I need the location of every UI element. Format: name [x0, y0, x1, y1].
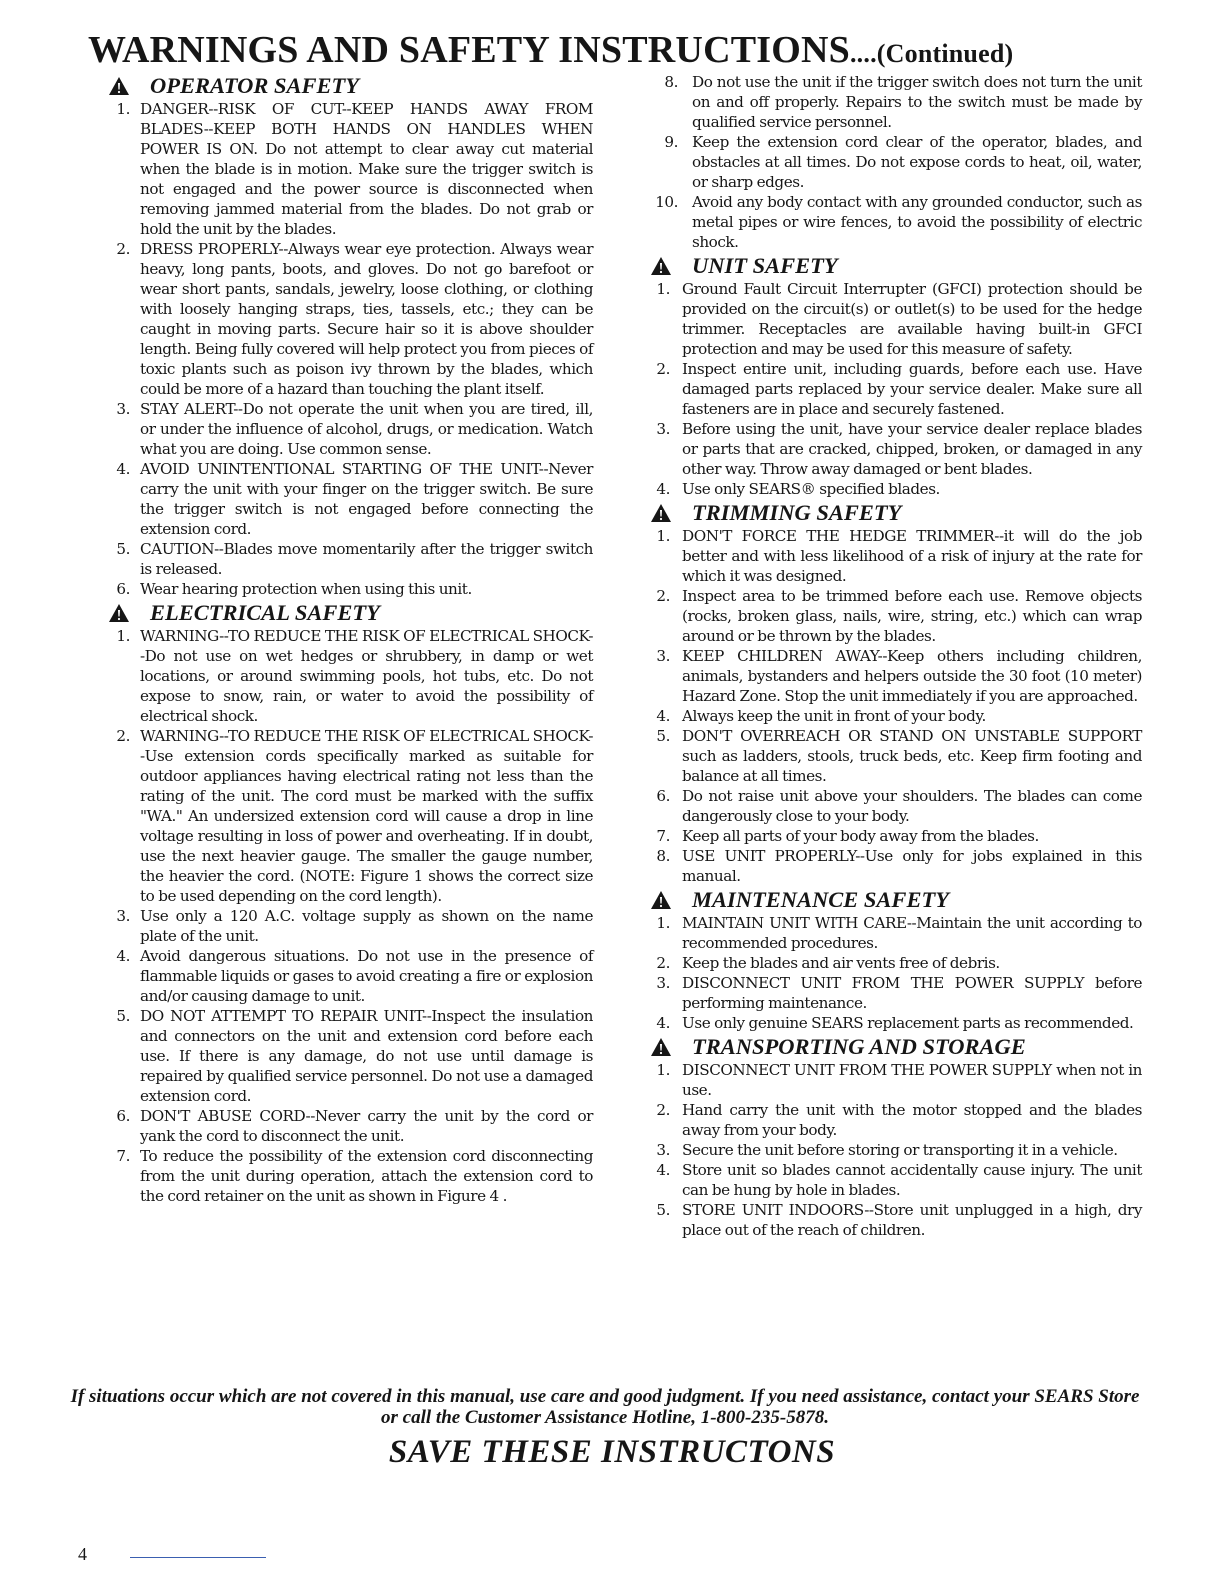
list-item: [650, 1140, 1142, 1160]
title-main: WARNINGS AND SAFETY INSTRUCTIONS: [88, 29, 850, 71]
list-item: [650, 846, 1142, 886]
safety-section: [650, 501, 1142, 886]
item-number: 2.: [656, 587, 670, 605]
list-item: [650, 1200, 1142, 1240]
item-text: Wear hearing protection when using this unit.: [140, 580, 472, 598]
list-item: [108, 1146, 593, 1206]
item-text: DON'T FORCE THE HEDGE TRIMMER--it will do the job better and with less likelihood of a risk of injury at the rate for which it was designed.: [682, 527, 1142, 585]
item-text: Keep all parts of your body away from the blades.: [682, 827, 1039, 845]
section-heading: [650, 254, 1142, 278]
section-heading-text: TRANSPORTING AND STORAGE: [692, 1034, 1026, 1059]
item-number: 3.: [656, 974, 670, 992]
list-item: [108, 99, 593, 239]
list-item: [650, 72, 1142, 132]
list-item: [108, 906, 593, 946]
list-item: [650, 1100, 1142, 1140]
item-text: Secure the unit before storing or transporting it in a vehicle.: [682, 1141, 1118, 1159]
item-number: 8.: [664, 73, 678, 91]
list-item: [108, 626, 593, 726]
item-text: Ground Fault Circuit Interrupter (GFCI) protection should be provided on the circuit(s) or outlet(s) to be used for the hedge trimmer. Receptacles are available having built-in GFCI protection and may be used for this measure of safety.: [682, 280, 1142, 358]
safety-section: [108, 74, 593, 599]
section-list: [650, 913, 1142, 1033]
section-heading-text: OPERATOR SAFETY: [150, 73, 360, 98]
list-item: [650, 279, 1142, 359]
item-text: Do not raise unit above your shoulders. The blades can come dangerously close to your body.: [682, 787, 1142, 825]
item-text: Inspect area to be trimmed before each use. Remove objects (rocks, broken glass, nails, wire, string, etc.) which can wrap around or be thrown by the blades.: [682, 587, 1142, 645]
item-number: 6.: [116, 1107, 130, 1125]
item-number: 5.: [656, 1201, 670, 1219]
section-heading: [650, 501, 1142, 525]
section-list: [108, 626, 593, 1206]
warning-triangle-icon: [650, 256, 672, 276]
list-item: [650, 646, 1142, 706]
item-text: MAINTAIN UNIT WITH CARE--Maintain the unit according to recommended procedures.: [682, 914, 1142, 952]
item-text: DANGER--RISK OF CUT--KEEP HANDS AWAY FROM BLADES--KEEP BOTH HANDS ON HANDLES WHEN POWER IS ON. Do not attempt to clear away cut material when the blade is in motion. Make sure the trigger switch is not engaged and the power source is disconnected when removing jammed material from the blades. Do not grab or hold the unit by the blades.: [140, 100, 593, 238]
item-text: DON'T OVERREACH OR STAND ON UNSTABLE SUPPORT such as ladders, stools, truck beds, etc. Keep firm footing and balance at all times.: [682, 727, 1142, 785]
list-item: [650, 419, 1142, 479]
warning-triangle-icon: [108, 603, 130, 623]
item-number: 3.: [656, 647, 670, 665]
item-number: 7.: [656, 827, 670, 845]
item-text: AVOID UNINTENTIONAL STARTING OF THE UNIT--Never carry the unit with your finger on the trigger switch. Be sure the trigger switch is not engaged before connecting the extension cord.: [140, 460, 593, 538]
item-number: 4.: [656, 480, 670, 498]
safety-section: [650, 254, 1142, 499]
warning-triangle-icon: [650, 890, 672, 910]
item-text: WARNING--TO REDUCE THE RISK OF ELECTRICAL SHOCK--Use extension cords specifically marked as suitable for outdoor appliances having electrical rating not less than the rating of the unit. The cord must be marked with the suffix "WA." An undersized extension cord will cause a drop in line voltage resulting in loss of power and overheating. If in doubt, use the next heavier gauge. The smaller the gauge number, the heavier the cord. (NOTE: Figure 1 shows the correct size to be used depending on the cord length).: [140, 727, 593, 905]
safety-section: [650, 1035, 1142, 1240]
item-text: DRESS PROPERLY--Always wear eye protection. Always wear heavy, long pants, boots, and gloves. Do not go barefoot or wear short pants, sandals, jewelry, loose clothing, or clothing with loosely hanging straps, ties, tassels, etc.; they can be caught in moving parts. Secure hair so it is above shoulder length. Being fully covered will help protect you from pieces of toxic plants such as poison ivy thrown by the blades, which could be more of a hazard than touching the plant itself.: [140, 240, 593, 398]
page-number: 4: [78, 1544, 87, 1564]
item-text: Use only genuine SEARS replacement parts as recommended.: [682, 1014, 1134, 1032]
item-text: Keep the blades and air vents free of debris.: [682, 954, 1000, 972]
list-item: [650, 1160, 1142, 1200]
list-item: [108, 1006, 593, 1106]
list-item: [650, 953, 1142, 973]
item-number: 4.: [116, 460, 130, 478]
list-item: [650, 706, 1142, 726]
section-list: [650, 1060, 1142, 1240]
save-instructions-heading: SAVE THESE INSTRUCTONS: [388, 1434, 836, 1470]
list-item: [650, 786, 1142, 826]
section-heading: [650, 888, 1142, 912]
item-number: 2.: [116, 240, 130, 258]
page-title: [88, 28, 1188, 76]
warning-triangle-icon: [650, 1037, 672, 1057]
left-column: [108, 72, 593, 1206]
item-text: DON'T ABUSE CORD--Never carry the unit by the cord or yank the cord to disconnect the unit.: [140, 1107, 593, 1145]
section-heading-text: ELECTRICAL SAFETY: [150, 600, 380, 625]
item-number: 3.: [116, 400, 130, 418]
item-number: 1.: [656, 914, 670, 932]
item-text: WARNING--TO REDUCE THE RISK OF ELECTRICAL SHOCK--Do not use on wet hedges or shrubbery, in damp or wet locations, or around swimming pools, hot tubs, etc. Do not expose to snow, rain, or water to avoid the possibility of electrical shock.: [140, 627, 593, 725]
right-column: [650, 72, 1142, 1240]
item-text: To reduce the possibility of the extension cord disconnecting from the unit during operation, attach the extension cord to the cord retainer on the unit as shown in Figure 4 .: [140, 1147, 593, 1205]
title-continued: ....(Continued): [849, 39, 1014, 68]
warning-triangle-icon: [108, 76, 130, 96]
item-number: 6.: [116, 580, 130, 598]
item-number: 10.: [655, 193, 678, 211]
item-number: 4.: [656, 1014, 670, 1032]
section-list: [650, 279, 1142, 499]
list-item: [650, 586, 1142, 646]
item-number: 4.: [656, 1161, 670, 1179]
list-item: [108, 579, 593, 599]
section-heading: [650, 1035, 1142, 1059]
item-number: 4.: [116, 947, 130, 965]
item-number: 7.: [116, 1147, 130, 1165]
list-item: [108, 1106, 593, 1146]
list-item: [650, 479, 1142, 499]
item-text: Use only a 120 A.C. voltage supply as shown on the name plate of the unit.: [140, 907, 593, 945]
item-number: 4.: [656, 707, 670, 725]
item-number: 5.: [116, 1007, 130, 1025]
section-heading-text: MAINTENANCE SAFETY: [692, 887, 949, 912]
list-item: [650, 526, 1142, 586]
item-text: Avoid dangerous situations. Do not use in the presence of flammable liquids or gases to avoid creating a fire or explosion and/or causing damage to unit.: [140, 947, 593, 1005]
list-item: [650, 826, 1142, 846]
list-item: [650, 973, 1142, 1013]
list-item: [108, 239, 593, 399]
item-number: 5.: [116, 540, 130, 558]
warning-triangle-icon: [650, 503, 672, 523]
list-item: [108, 399, 593, 459]
item-text: Always keep the unit in front of your body.: [682, 707, 986, 725]
safety-section: [650, 888, 1142, 1033]
item-number: 3.: [116, 907, 130, 925]
safety-section: [108, 601, 593, 1206]
item-text: USE UNIT PROPERLY--Use only for jobs explained in this manual.: [682, 847, 1142, 885]
item-number: 2.: [656, 954, 670, 972]
item-text: STAY ALERT--Do not operate the unit when you are tired, ill, or under the influence of alcohol, drugs, or medication. Watch what you are doing. Use common sense.: [140, 400, 593, 458]
item-text: DISCONNECT UNIT FROM THE POWER SUPPLY before performing maintenance.: [682, 974, 1142, 1012]
item-number: 6.: [656, 787, 670, 805]
item-number: 9.: [664, 133, 678, 151]
section-heading: [108, 601, 593, 625]
item-text: DO NOT ATTEMPT TO REPAIR UNIT--Inspect the insulation and connectors on the unit and extension cord before each use. If there is any damage, do not use until damage is repaired by qualified service personnel. Do not use a damaged extension cord.: [140, 1007, 593, 1105]
item-number: 2.: [116, 727, 130, 745]
item-number: 1.: [116, 627, 130, 645]
item-text: STORE UNIT INDOORS--Store unit unplugged in a high, dry place out of the reach of children.: [682, 1201, 1142, 1239]
item-text: KEEP CHILDREN AWAY--Keep others including children, animals, bystanders and helpers outside the 30 foot (10 meter) Hazard Zone. Stop the unit immediately if you are approached.: [682, 647, 1142, 705]
item-number: 1.: [656, 527, 670, 545]
item-text: CAUTION--Blades move momentarily after the trigger switch is released.: [140, 540, 593, 578]
electrical-safety-continued-list: [650, 72, 1142, 252]
list-item: [650, 1060, 1142, 1100]
list-item: [108, 539, 593, 579]
item-number: 1.: [116, 100, 130, 118]
item-text: Hand carry the unit with the motor stopped and the blades away from your body.: [682, 1101, 1142, 1139]
item-text: DISCONNECT UNIT FROM THE POWER SUPPLY when not in use.: [682, 1061, 1142, 1099]
item-number: 3.: [656, 1141, 670, 1159]
bottom-rule: [130, 1557, 266, 1558]
item-text: Keep the extension cord clear of the operator, blades, and obstacles at all times. Do not expose cords to heat, oil, water, or sharp edges.: [692, 133, 1142, 191]
list-item: [650, 726, 1142, 786]
list-item: [650, 1013, 1142, 1033]
item-text: Store unit so blades cannot accidentally cause injury. The unit can be hung by hole in blades.: [682, 1161, 1142, 1199]
list-item: [108, 726, 593, 906]
list-item: [650, 192, 1142, 252]
section-list: [650, 526, 1142, 886]
list-item: [108, 946, 593, 1006]
item-text: Avoid any body contact with any grounded conductor, such as metal pipes or wire fences, to avoid the possibility of electric shock.: [692, 193, 1142, 251]
item-number: 2.: [656, 360, 670, 378]
section-heading-text: UNIT SAFETY: [692, 253, 838, 278]
item-number: 1.: [656, 1061, 670, 1079]
footer-note: If situations occur which are not covered in this manual, use care and good judgment. If you need assistance, contact your SEARS Store or call the Customer Assistance Hotline, 1-800-235-5878.: [70, 1386, 1140, 1428]
item-number: 3.: [656, 420, 670, 438]
list-item: [650, 359, 1142, 419]
section-heading-text: TRIMMING SAFETY: [692, 500, 902, 525]
list-item: [108, 459, 593, 539]
item-number: 5.: [656, 727, 670, 745]
item-text: Use only SEARS® specified blades.: [682, 480, 940, 498]
section-heading: [108, 74, 593, 98]
item-text: Inspect entire unit, including guards, before each use. Have damaged parts replaced by your service dealer. Make sure all fasteners are in place and securely fastened.: [682, 360, 1142, 418]
section-list: [108, 99, 593, 599]
list-item: [650, 913, 1142, 953]
item-number: 1.: [656, 280, 670, 298]
item-text: Before using the unit, have your service dealer replace blades or parts that are cracked, chipped, broken, or damaged in any other way. Throw away damaged or bent blades.: [682, 420, 1142, 478]
item-number: 2.: [656, 1101, 670, 1119]
item-number: 8.: [656, 847, 670, 865]
list-item: [650, 132, 1142, 192]
item-text: Do not use the unit if the trigger switch does not turn the unit on and off properly. Repairs to the switch must be made by qualified service personnel.: [692, 73, 1142, 131]
